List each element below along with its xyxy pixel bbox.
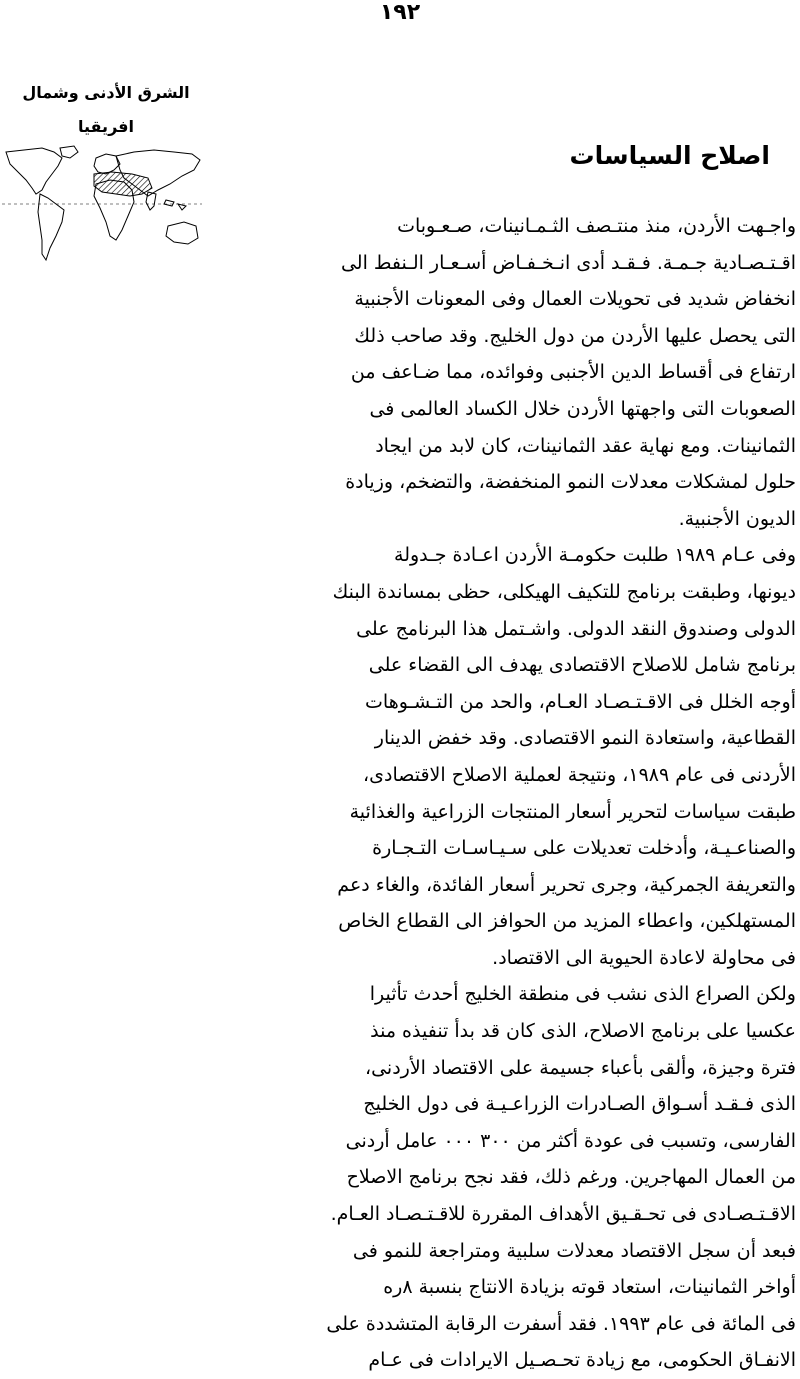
mena-region-highlight (94, 172, 152, 196)
margin-caption-line: الشرق الأدنى وشمال (22, 83, 190, 102)
text-line: عكسيا على برنامج الاصلاح، الذى كان قد بدأ تنفيذه منذ (370, 1020, 796, 1043)
margin-caption-line: افريقيا (78, 117, 134, 136)
text-line: المستهلكين، واعطاء المزيد من الحوافز الى القطاع الخاص (338, 910, 796, 933)
text-line: الصعوبات التى واجهتها الأردن خلال الكساد العالمى فى (369, 397, 796, 420)
text-line: حلول لمشكلات معدلات النمو المنخفضة، والتضخم، وزيادة (345, 471, 796, 494)
text-line: الانفـاق الحكومى، مع زيادة تحـصـيل الايرادات فى عـام (368, 1349, 796, 1372)
text-line: فبعد أن سجل الاقتصاد معدلات سلبية ومتراجعة للنمو فى (352, 1239, 796, 1262)
text-line: من العمال المهاجرين. ورغم ذلك، فقد نجح برنامج الاصلاح (346, 1166, 796, 1189)
text-line: الذى فـقـد أسـواق الصـادرات الزراعـيـة فى دول الخليج (363, 1093, 796, 1116)
text-line: طبقت سياسات لتحرير أسعار المنتجات الزراعية والغذائية (349, 800, 796, 823)
text-line: ارتفاع فى أقساط الدين الأجنبى وفوائده، مما ضـاعف من (350, 361, 796, 384)
text-line: اقـتـصـادية جـمـة. فـقـد أدى انـخـفـاض أسـعـار الـنفط الى (340, 251, 796, 274)
margin-caption (14, 76, 198, 144)
text-line: فى المائة فى عام ١٩٩٣. فقد أسفرت الرقابة المتشددة على (326, 1312, 796, 1335)
section-title: اصلاح السياسات (569, 141, 770, 170)
text-line: أوجه الخلل فى الاقـتـصـاد العـام، والحد من التـشـوهات (365, 690, 796, 713)
text-line: فى محاولة لاعادة الحيوية الى الاقتصاد. (492, 946, 796, 969)
text-line: الاقـتـصـادى فى تحـقـيق الأهداف المقررة للاقـتـصـاد العـام. (330, 1203, 796, 1226)
text-line: الأردنى فى عام ١٩٨٩، ونتيجة لعملية الاصلاح الاقتصادى، (363, 763, 796, 786)
world-map-graphic (2, 144, 202, 274)
text-line: التى يحصل عليها الأردن من دول الخليج. وقد صاحب ذلك (354, 324, 796, 347)
text-line: فترة وجيزة، وألقى بأعباء جسيمة على الاقتصاد الأردنى، (364, 1056, 796, 1079)
text-line: ديونها، وطبقت برنامج للتكيف الهيكلى، حظى بمساندة البنك (332, 580, 796, 603)
text-line: أواخر الثمانينات، استعاد قوته بزيادة الانتاج بنسبة ٨ره (383, 1276, 796, 1299)
text-line: واجـهت الأردن، منذ منتـصف الثـمـانينات، صـعـوبات (397, 215, 796, 237)
text-line: الفارسى، وتسبب فى عودة أكثر من ٣٠٠ ٠٠٠ عامل أردنى (345, 1129, 796, 1152)
text-line: القطاعية، واستعادة النمو الاقتصادى. وقد خفض الدينار (374, 727, 796, 750)
page-number: ١٩٢ (379, 0, 421, 25)
world-map-icon (2, 144, 202, 274)
text-line: برنامج شامل للاصلاح الاقتصادى يهدف الى القضاء على (368, 654, 796, 677)
text-line: وفى عـام ١٩٨٩ طلبت حكومـة الأردن اعـادة جـدولة (394, 544, 796, 567)
text-line: الثمانينات. ومع نهاية عقد الثمانينات، كان لابد من ايجاد (375, 434, 796, 457)
text-line: ولكن الصراع الذى نشب فى منطقة الخليج أحدث تأثيرا (369, 983, 796, 1006)
text-line: والتعريفة الجمركية، وجرى تحرير أسعار الفائدة، والغاء دعم (337, 873, 796, 896)
text-line: انخفاض شديد فى تحويلات العمال وفى المعونات الأجنبية (354, 288, 796, 311)
text-line: والصناعـيـة، وأدخلت تعديلات على سـيـاسـات التـجـارة (372, 837, 796, 860)
body-text (272, 208, 796, 1379)
text-line: الديون الأجنبية. (678, 507, 796, 530)
text-line: الدولى وصندوق النقد الدولى. واشـتمل هذا البرنامج على (356, 617, 796, 640)
